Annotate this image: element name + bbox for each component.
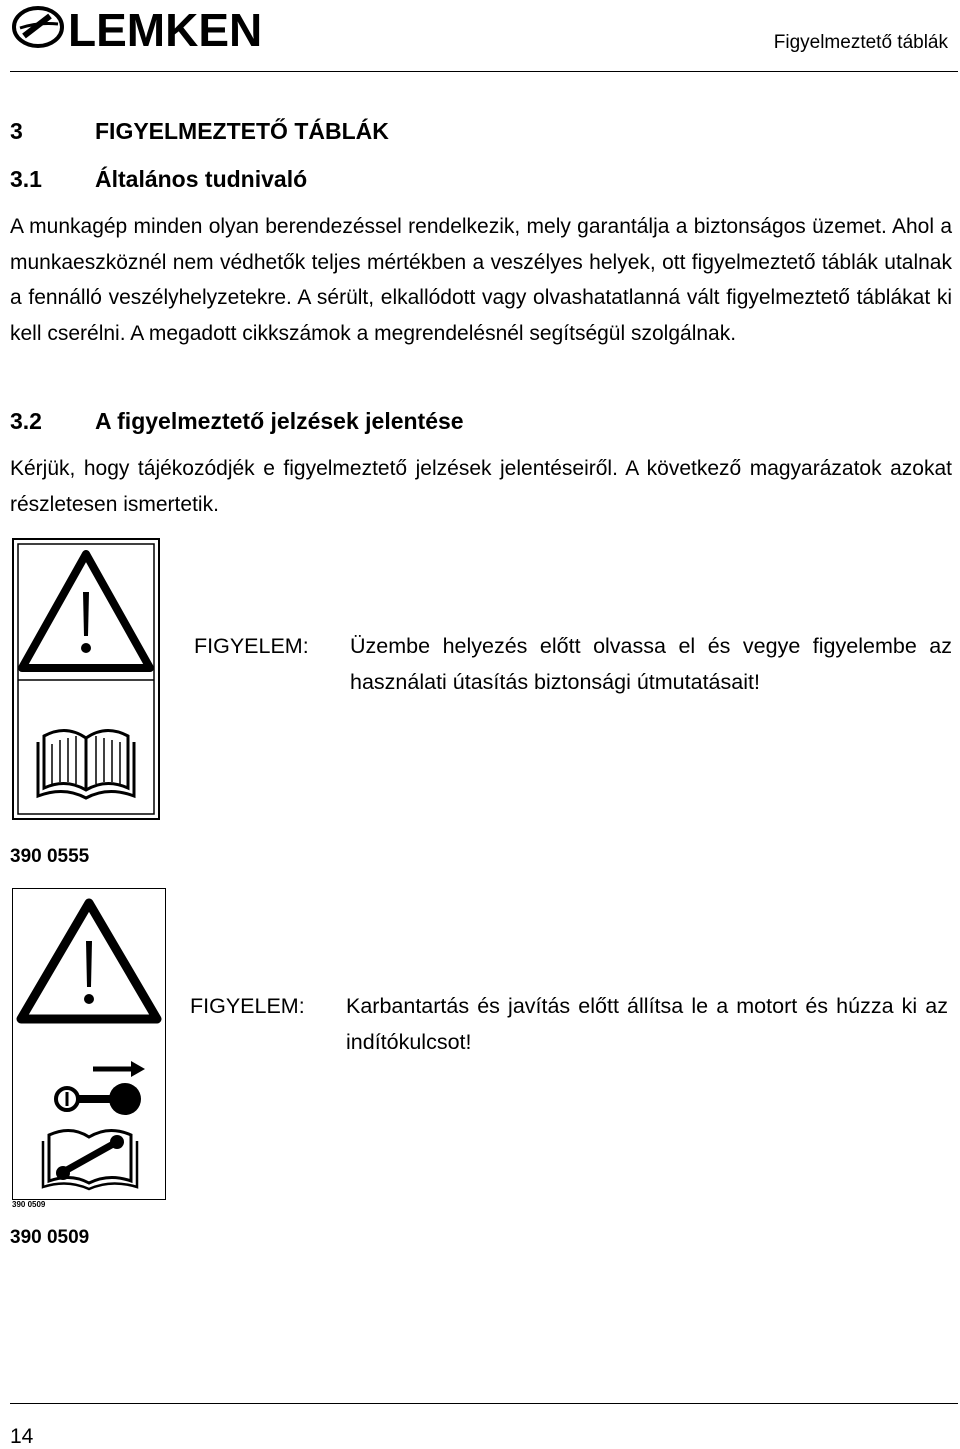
footer-divider <box>10 1403 958 1404</box>
wrench-manual-icon <box>43 1130 137 1189</box>
header-divider <box>10 71 958 72</box>
warning-text-2 <box>190 989 948 1060</box>
lemken-logo <box>10 2 300 54</box>
section-number: 3 <box>10 118 23 144</box>
brand-name: LEMKEN <box>68 4 263 54</box>
warning-triangle-icon <box>22 554 150 668</box>
part-number-2: 390 0509 <box>10 1227 90 1248</box>
subsection-number-2: 3.2 <box>10 408 42 434</box>
warning-sign-read-manual <box>12 538 160 820</box>
meaning-paragraph: Kérjük, hogy tájékozódjék e figyelmeztető jelzések jelentéseiről. A következő magyarázatok azokat részletesen ismertetik. <box>10 457 952 516</box>
open-book-icon <box>38 730 134 798</box>
warning-text-1 <box>194 629 952 700</box>
subsection-heading-2 <box>10 408 464 435</box>
subsection-heading-1 <box>10 166 307 193</box>
warning-description-2: Karbantartás és javítás előtt állítsa le a motort és húzza ki az indítókulcsot! <box>346 994 948 1054</box>
warning-sign-stop-engine <box>12 888 166 1200</box>
sticker-part-number: 390 0509 <box>12 1200 46 1209</box>
general-info-paragraph: A munkagép minden olyan berendezéssel rendelkezik, mely garantálja a biztonságos üzemet. Ahol a munkaeszköznél nem védhetők teljes mértékben a veszélyes helyek, ott figyelmeztető táblák utalnak a fennálló veszélyhelyzetekre. A sérült, elkallódott vagy olvashatatlanná vált figyelmeztető táblákat ki kell cserélni. A megadott cikkszámok a megrendelésnél segítségül szolgálnak. <box>10 215 952 345</box>
page-number: 14 <box>10 1425 34 1448</box>
subsection-number-1: 3.1 <box>10 166 42 192</box>
subsection-title-2: A figyelmeztető jelzések jelentése <box>95 408 464 434</box>
header-section-title: Figyelmeztető táblák <box>773 32 948 53</box>
warning-label-1: FIGYELEM: <box>194 634 309 658</box>
section-title: FIGYELMEZTETŐ TÁBLÁK <box>95 118 389 144</box>
section-heading <box>10 118 389 145</box>
warning-triangle-icon <box>21 903 157 1019</box>
warning-description-1: Üzembe helyezés előtt olvassa el és vegye figyelembe az használati útasítás biztonsági útmutatásait! <box>350 634 952 694</box>
ignition-key-icon <box>56 1061 145 1115</box>
warning-label-2: FIGYELEM: <box>190 994 305 1018</box>
part-number-1: 390 0555 <box>10 846 90 867</box>
subsection-title-1: Általános tudnivaló <box>95 166 308 192</box>
